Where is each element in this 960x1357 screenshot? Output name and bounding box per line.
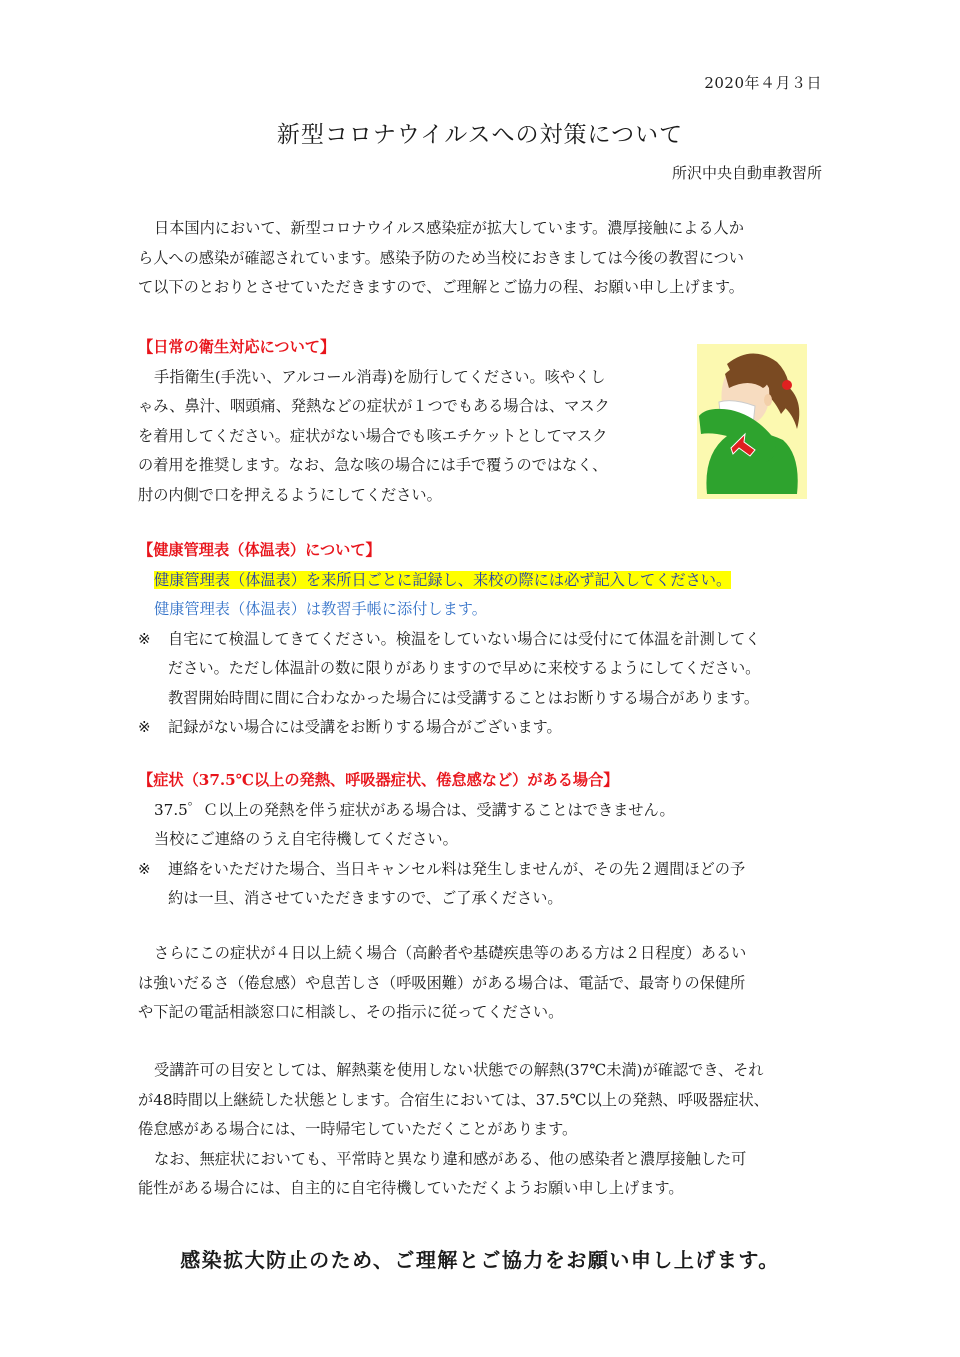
symptoms-line: 当校にご連絡のうえ自宅待機してください。	[154, 830, 458, 848]
note-mark: ※	[138, 718, 151, 736]
permission-line: なお、無症状においても、平常時と異なり違和感がある、他の感染者と濃厚接触した可	[154, 1149, 747, 1168]
permission-line: 倦怠感がある場合には、一時帰宅していただくことがあります。	[138, 1120, 578, 1138]
symptoms-line: 37.5゜Ｃ以上の発熱を伴う症状がある場合は、受講することはできません。	[154, 800, 675, 819]
symptoms-section	[138, 766, 745, 914]
hygiene-heading: 【日常の衛生対応について】	[138, 338, 336, 356]
note-line: 連絡をいただけた場合、当日キャンセル料は発生しませんが、その先２週間ほどの予	[168, 859, 746, 878]
organization-name: 所沢中央自動車教習所	[671, 164, 822, 182]
symptoms-heading: 【症状（37.5℃以上の発熱、呼吸器症状、倦怠感など）がある場合】	[138, 771, 619, 789]
hygiene-line: ゃみ、鼻汁、咽頭痛、発熱などの症状が１つでもある場合は、マスク	[138, 397, 610, 415]
note-line: 教習開始時間に間に合わなかった場合には受講することはお断りする場合があります。	[168, 688, 760, 707]
hygiene-line: の着用を推奨します。なお、急な咳の場合には手で覆うのではなく、	[138, 456, 608, 474]
permission-paragraph	[138, 1056, 769, 1204]
intro-line: て以下のとおりとさせていただきますので、ご理解とご協力の程、お願い申し上げます。	[138, 278, 744, 296]
note-mark: ※	[138, 629, 151, 648]
note-line: 約は一旦、消させていただきますので、ご了承ください。	[168, 889, 563, 907]
note-line: ださい。ただし体温計の数に限りがありますので早めに来校するようにしてください。	[168, 659, 761, 677]
further-line: や下記の電話相談窓口に相談し、その指示に従ってください。	[138, 1003, 564, 1021]
note-mark: ※	[138, 859, 151, 878]
hygiene-section	[138, 333, 610, 510]
coughing-into-elbow-illustration	[697, 344, 807, 499]
intro-paragraph	[138, 214, 744, 303]
health-highlight-text: 健康管理表（体温表）を来所日ごとに記録し、来校の際には必ず記入してください。	[154, 570, 732, 589]
note-line: 記録がない場合には受講をお断りする場合がございます。	[168, 718, 562, 736]
hygiene-line: 肘の内側で口を押えるようにしてください。	[138, 485, 442, 504]
document-title: 新型コロナウイルスへの対策について	[276, 122, 684, 148]
hygiene-line: 手指衛生(手洗い、アルコール消毒)を励行してください。咳やくし	[154, 367, 606, 386]
symptoms-note	[138, 855, 745, 914]
hygiene-line: を着用してください。症状がない場合でも咳エチケットとしてマスク	[138, 426, 608, 445]
health-heading: 【健康管理表（体温表）について】	[138, 541, 381, 559]
document-date: 2020年４月３日	[704, 74, 822, 92]
health-section	[138, 536, 760, 743]
further-line: さらにこの症状が４日以上続く場合（高齢者や基礎疾患等のある方は２日程度）あるい	[154, 944, 747, 962]
closing-message: 感染拡大防止のため、ご理解とご協力をお願い申し上げます。	[180, 1248, 780, 1272]
permission-line: が48時間以上継続した状態とします。合宿生においては、37.5℃以上の発熱、呼吸器症状、	[138, 1090, 769, 1109]
permission-line: 受講許可の目安としては、解熱薬を使用しない状態での解熱(37℃未満)が確認でき、それ	[154, 1061, 764, 1079]
health-attached-text: 健康管理表（体温表）は教習手帳に添付します。	[154, 600, 487, 618]
intro-line: 日本国内において、新型コロナウイルス感染症が拡大しています。濃厚接触による人か	[154, 219, 744, 237]
health-note-2	[138, 713, 760, 743]
health-note-1	[138, 625, 760, 714]
further-paragraph	[138, 939, 746, 1028]
note-line: 自宅にて検温してきてください。検温をしていない場合には受付にて体温を計測してく	[168, 629, 761, 648]
permission-line: 能性がある場合には、自主的に自宅待機していただくようお願い申し上げます。	[138, 1179, 684, 1197]
further-line: は強いだるさ（倦怠感）や息苦しさ（呼吸困難）がある場合は、電話で、最寄りの保健所	[138, 973, 746, 992]
intro-line: ら人への感染が確認されています。感染予防のため当校におきましては今後の教習につい	[138, 248, 744, 267]
